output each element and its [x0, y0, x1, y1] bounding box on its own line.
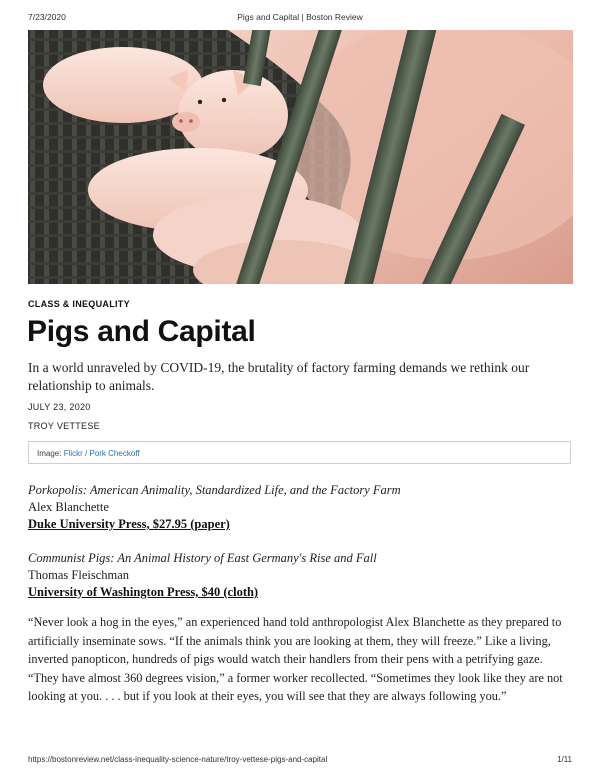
print-url: https://bostonreview.net/class-inequality-science-nature/troy-vettese-pigs-and-capital	[28, 755, 328, 764]
print-page-title: Pigs and Capital | Boston Review	[237, 12, 363, 22]
body-paragraph: “Never look a hog in the eyes,” an experienced hand told anthropologist Alex Blanchette as they prepared to artificially inseminate sows. “If the animals think you are looking at them, they will freeze.” Like a living, inverted panopticon, hundreds of pigs would watch their handlers from their pens with a petrifying gaze. “They have almost 360 degrees vision,” a former worker recollected. “Sometimes they look like they are not looking at you. . . . but if you look at their eyes, you will see that they are always following you.”	[28, 615, 563, 703]
print-date: 7/23/2020	[28, 12, 66, 22]
book-title: Communist Pigs: An Animal History of East Germany's Rise and Fall	[28, 551, 377, 565]
article-title: Pigs and Capital	[27, 315, 256, 348]
image-credit-box	[28, 441, 571, 464]
book-citation	[28, 550, 573, 601]
book-publisher-link[interactable]: University of Washington Press, $40 (cloth)	[28, 585, 259, 599]
article-date: JULY 23, 2020	[28, 402, 91, 412]
print-page-number: 1/11	[557, 755, 572, 764]
article-category[interactable]: CLASS & INEQUALITY	[28, 299, 130, 309]
image-credit-link[interactable]: Flickr / Pork Checkoff	[63, 449, 140, 458]
book-title: Porkopolis: American Animality, Standardized Life, and the Factory Farm	[28, 483, 401, 497]
book-citation	[28, 482, 573, 533]
article-author[interactable]: TROY VETTESE	[28, 421, 100, 431]
print-header	[28, 12, 572, 24]
piglets-illustration	[28, 30, 573, 284]
image-credit-label: Image:	[37, 449, 62, 458]
book-author: Alex Blanchette	[28, 500, 109, 514]
book-publisher-link[interactable]: Duke University Press, $27.95 (paper)	[28, 517, 230, 531]
print-footer	[28, 755, 572, 767]
article-dek: In a world unraveled by COVID-19, the brutality of factory farming demands we rethink our relationship to animals.	[28, 360, 530, 393]
hero-image	[28, 30, 573, 284]
book-author: Thomas Fleischman	[28, 568, 130, 582]
